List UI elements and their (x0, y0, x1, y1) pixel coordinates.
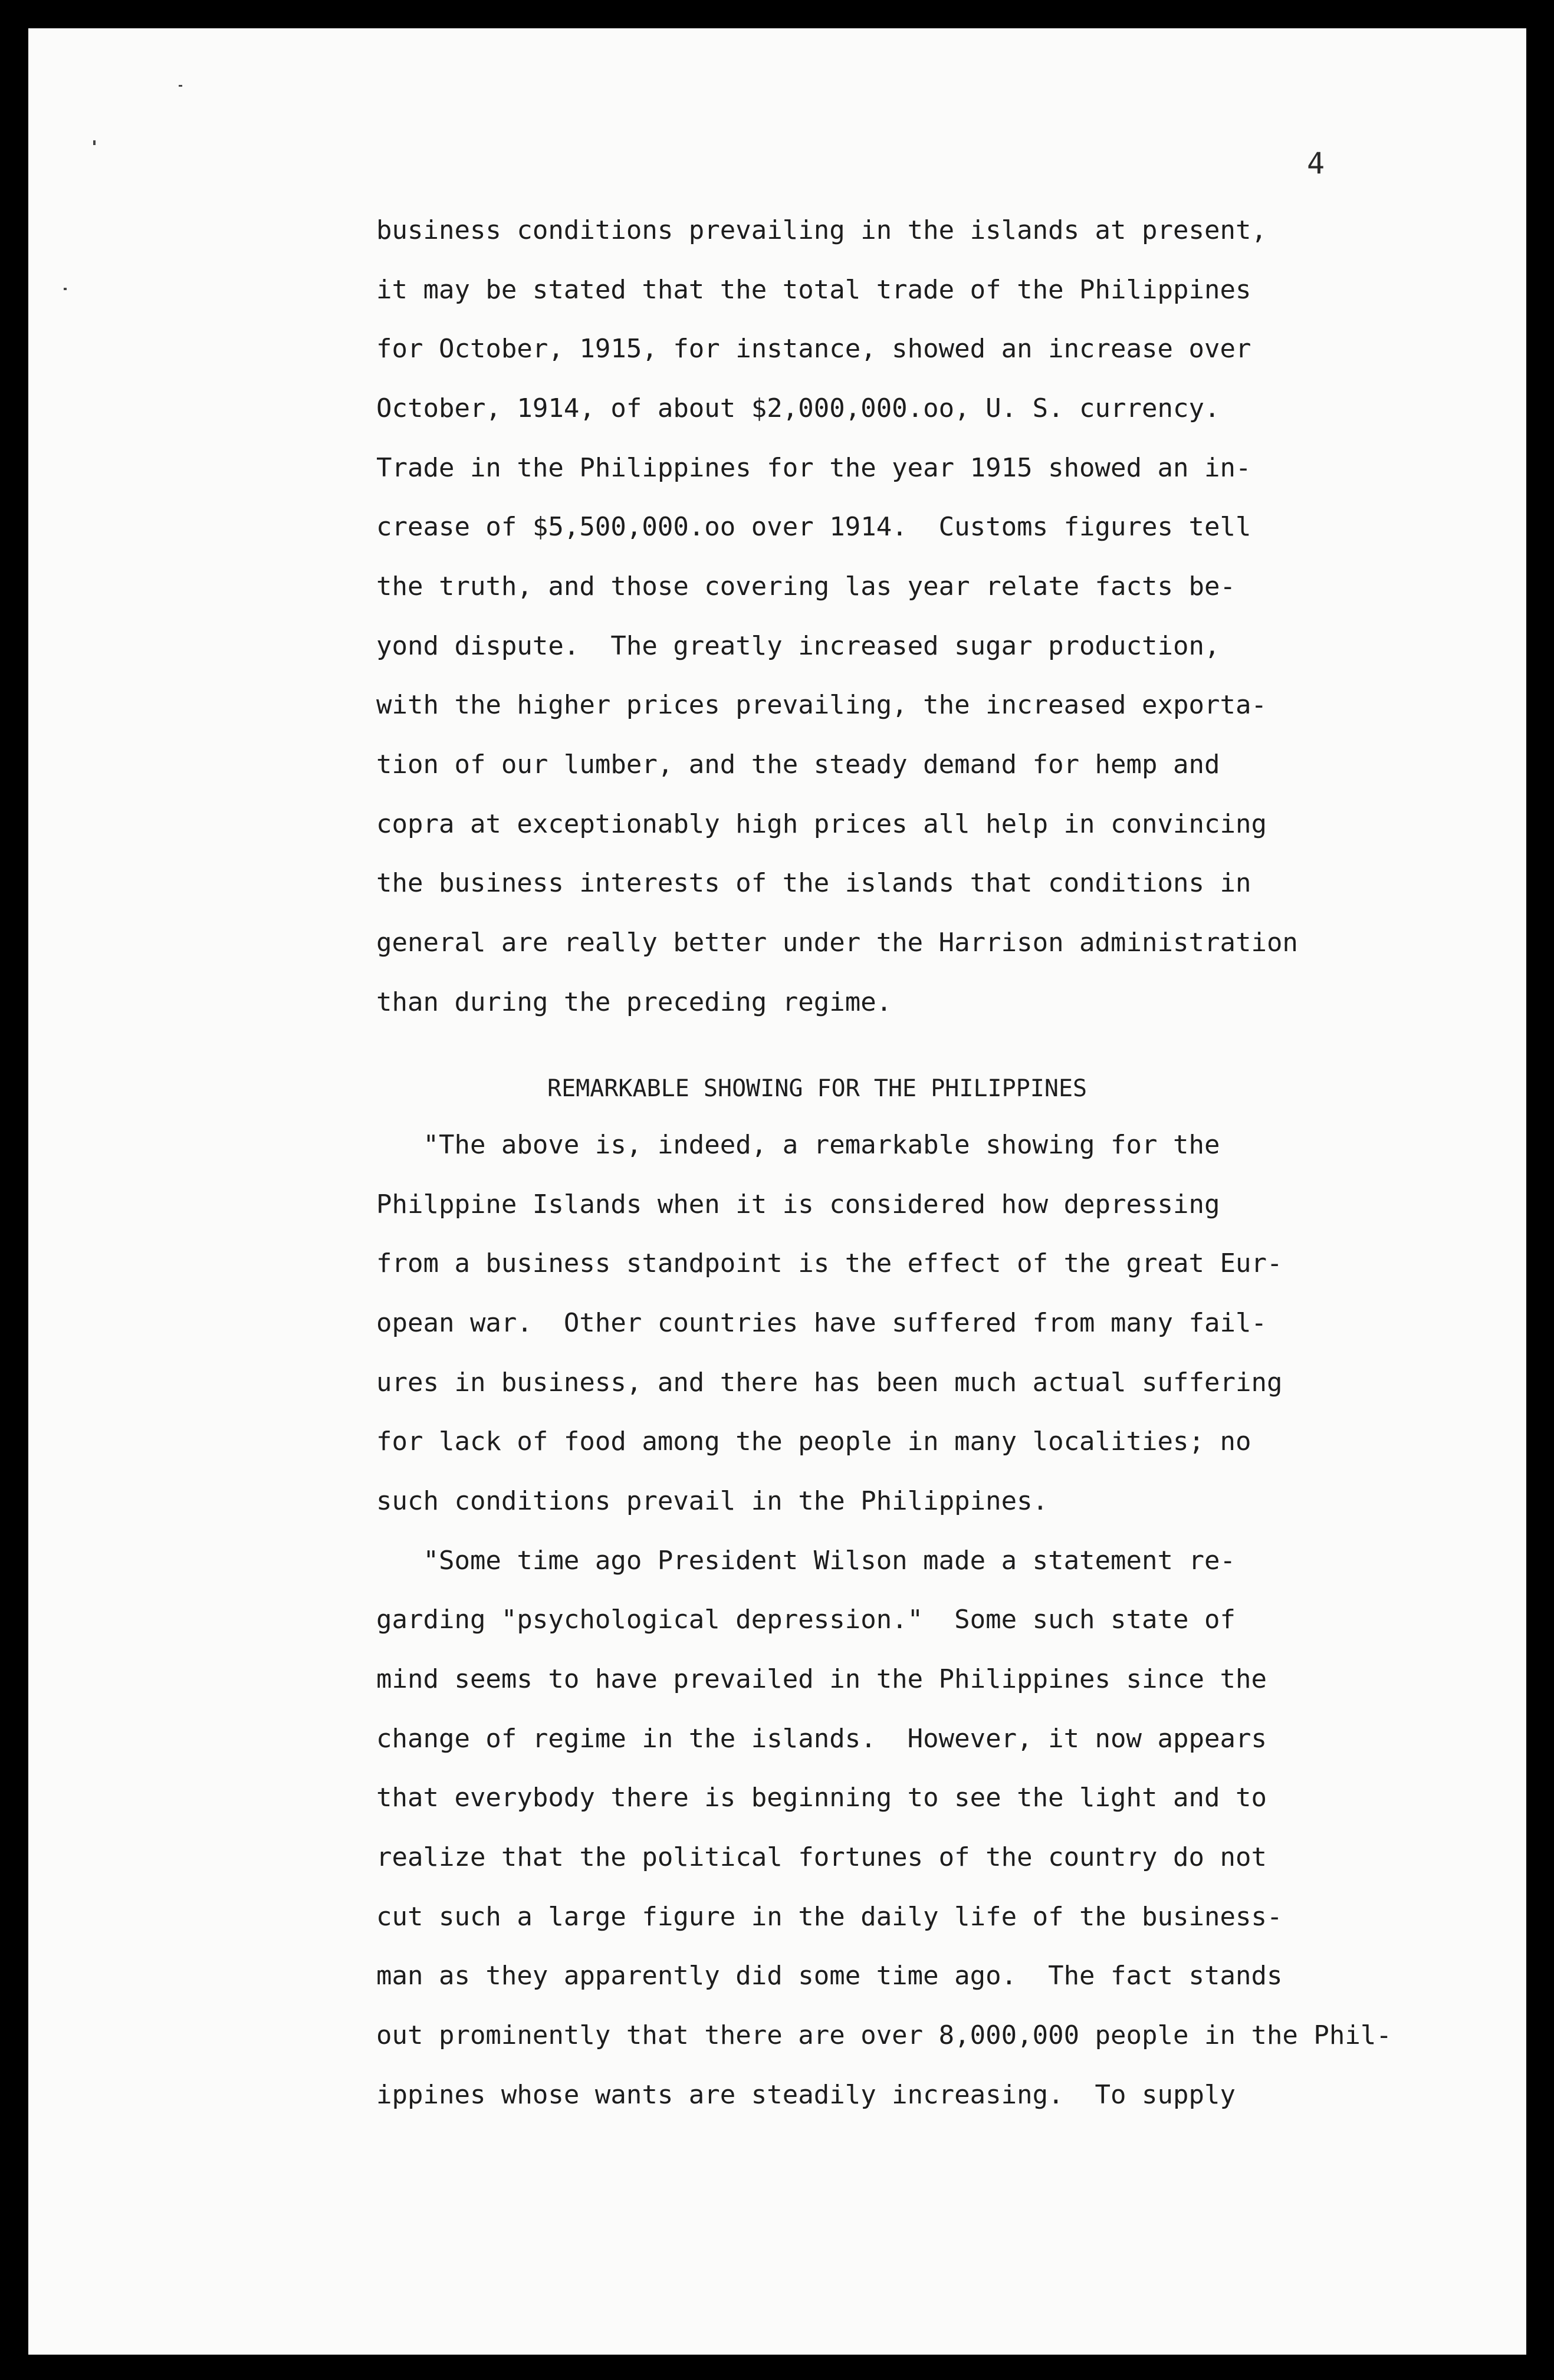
text-line: mind seems to have prevailed in the Philippines since the (376, 1664, 1267, 1694)
text-line: for October, 1915, for instance, showed an increase over (376, 334, 1251, 364)
text-line: "Some time ago President Wilson made a statement re- (376, 1546, 1236, 1576)
text-line: change of regime in the islands. However, it now appears (376, 1724, 1267, 1754)
text-line: crease of $5,500,000.oo over 1914. Customs figures tell (376, 512, 1251, 542)
text-line: man as they apparently did some time ago. The fact stands (376, 1961, 1283, 1991)
page-number: 4 (1307, 146, 1325, 180)
text-line: tion of our lumber, and the steady demand for hemp and (376, 749, 1220, 780)
text-line: garding "psychological depression." Some such state of (376, 1605, 1236, 1635)
scan-speck (93, 140, 96, 145)
text-line: it may be stated that the total trade of the Philippines (376, 275, 1251, 305)
text-line: the business interests of the islands that conditions in (376, 868, 1251, 898)
text-line: realize that the political fortunes of the country do not (376, 1842, 1267, 1872)
text-line: ippines whose wants are steadily increasing. To supply (376, 2080, 1236, 2110)
scan-speck (64, 288, 67, 290)
text-line: Trade in the Philippines for the year 1915 showed an in- (376, 453, 1251, 483)
text-line: with the higher prices prevailing, the increased exporta- (376, 690, 1267, 720)
text-line: the truth, and those covering las year relate facts be- (376, 571, 1236, 601)
text-line: Philppine Islands when it is considered how depressing (376, 1189, 1220, 1219)
text-line: cut such a large figure in the daily life of the business- (376, 1902, 1283, 1932)
text-line: "The above is, indeed, a remarkable showing for the (376, 1130, 1220, 1160)
section-heading: REMARKABLE SHOWING FOR THE PHILIPPINES (547, 1075, 1088, 1102)
text-line: for lack of food among the people in many localities; no (376, 1426, 1251, 1457)
document-page (28, 28, 1526, 2355)
text-line: that everybody there is beginning to see the light and to (376, 1783, 1267, 1813)
text-line: ures in business, and there has been much actual suffering (376, 1367, 1283, 1398)
text-line: out prominently that there are over 8,000,000 people in the Phil- (376, 2020, 1392, 2050)
text-line: October, 1914, of about $2,000,000.oo, U. S. currency. (376, 393, 1220, 423)
text-line: general are really better under the Harrison administration (376, 928, 1298, 958)
text-line: business conditions prevailing in the islands at present, (376, 215, 1267, 245)
text-line: opean war. Other countries have suffered from many fail- (376, 1308, 1267, 1338)
text-line: yond dispute. The greatly increased sugar production, (376, 631, 1220, 661)
text-line: such conditions prevail in the Philippines. (376, 1486, 1049, 1516)
text-line: than during the preceding regime. (376, 987, 892, 1017)
text-line: from a business standpoint is the effect of the great Eur- (376, 1248, 1283, 1278)
scan-speck (179, 85, 182, 87)
text-line: copra at exceptionably high prices all help in convincing (376, 809, 1267, 839)
